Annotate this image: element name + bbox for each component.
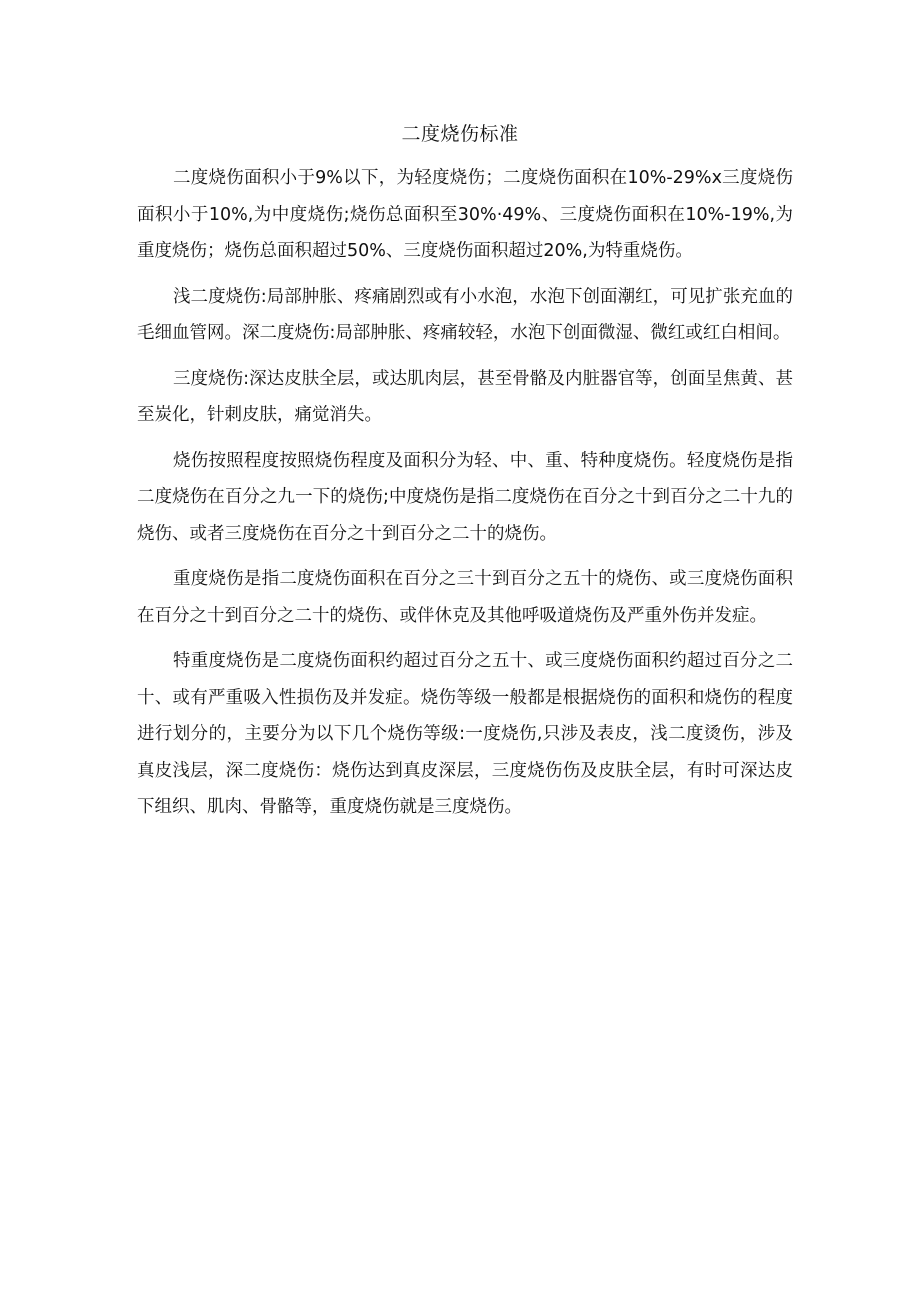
paragraph-critical-burn: 特重度烧伤是二度烧伤面积约超过百分之五十、或三度烧伤面积约超过百分之二十、或有严重吸入性损伤及并发症。烧伤等级一般都是根据烧伤的面积和烧伤的程度进行划分的，主要分为以下几个烧伤等级:一度烧伤,只涉及表皮，浅二度烫伤，涉及真皮浅层，深二度烧伤：烧伤达到真皮深层，三度烧伤伤及皮肤全层，有时可深达皮下组织、肌肉、骨骼等，重度烧伤就是三度烧伤。 [137, 651, 793, 817]
document-title: 二度烧伤标准 [401, 123, 519, 145]
document-body [137, 160, 793, 835]
paragraph-third-degree-description: 三度烧伤:深达皮肤全层，或达肌肉层，甚至骨骼及内脏器官等，创面呈焦黄、甚至炭化，针刺皮肤，痛觉消失。 [137, 368, 793, 425]
paragraph-severe-burn: 重度烧伤是指二度烧伤面积在百分之三十到百分之五十的烧伤、或三度烧伤面积在百分之十到百分之二十的烧伤、或伴休克及其他呼吸道烧伤及严重外伤并发症。 [137, 569, 793, 626]
paragraph-second-degree-description: 浅二度烧伤:局部肿胀、疼痛剧烈或有小水泡，水泡下创面潮红，可见扩张充血的毛细血管网。深二度烧伤:局部肿胀、疼痛较轻，水泡下创面微湿、微红或红白相间。 [137, 286, 793, 343]
paragraph-severity-levels: 烧伤按照程度按照烧伤程度及面积分为轻、中、重、特种度烧伤。轻度烧伤是指二度烧伤在百分之九一下的烧伤;中度烧伤是指二度烧伤在百分之十到百分之二十九的烧伤、或者三度烧伤在百分之十到百分之二十的烧伤。 [137, 450, 793, 544]
paragraph-burn-area-classification: 二度烧伤面积小于9%以下，为轻度烧伤；二度烧伤面积在10%-29%x三度烧伤面积小于10%,为中度烧伤;烧伤总面积至30%·49%、三度烧伤面积在10%-19%,为重度烧伤；烧伤总面积超过50%、三度烧伤面积超过20%,为特重烧伤。 [137, 168, 793, 261]
